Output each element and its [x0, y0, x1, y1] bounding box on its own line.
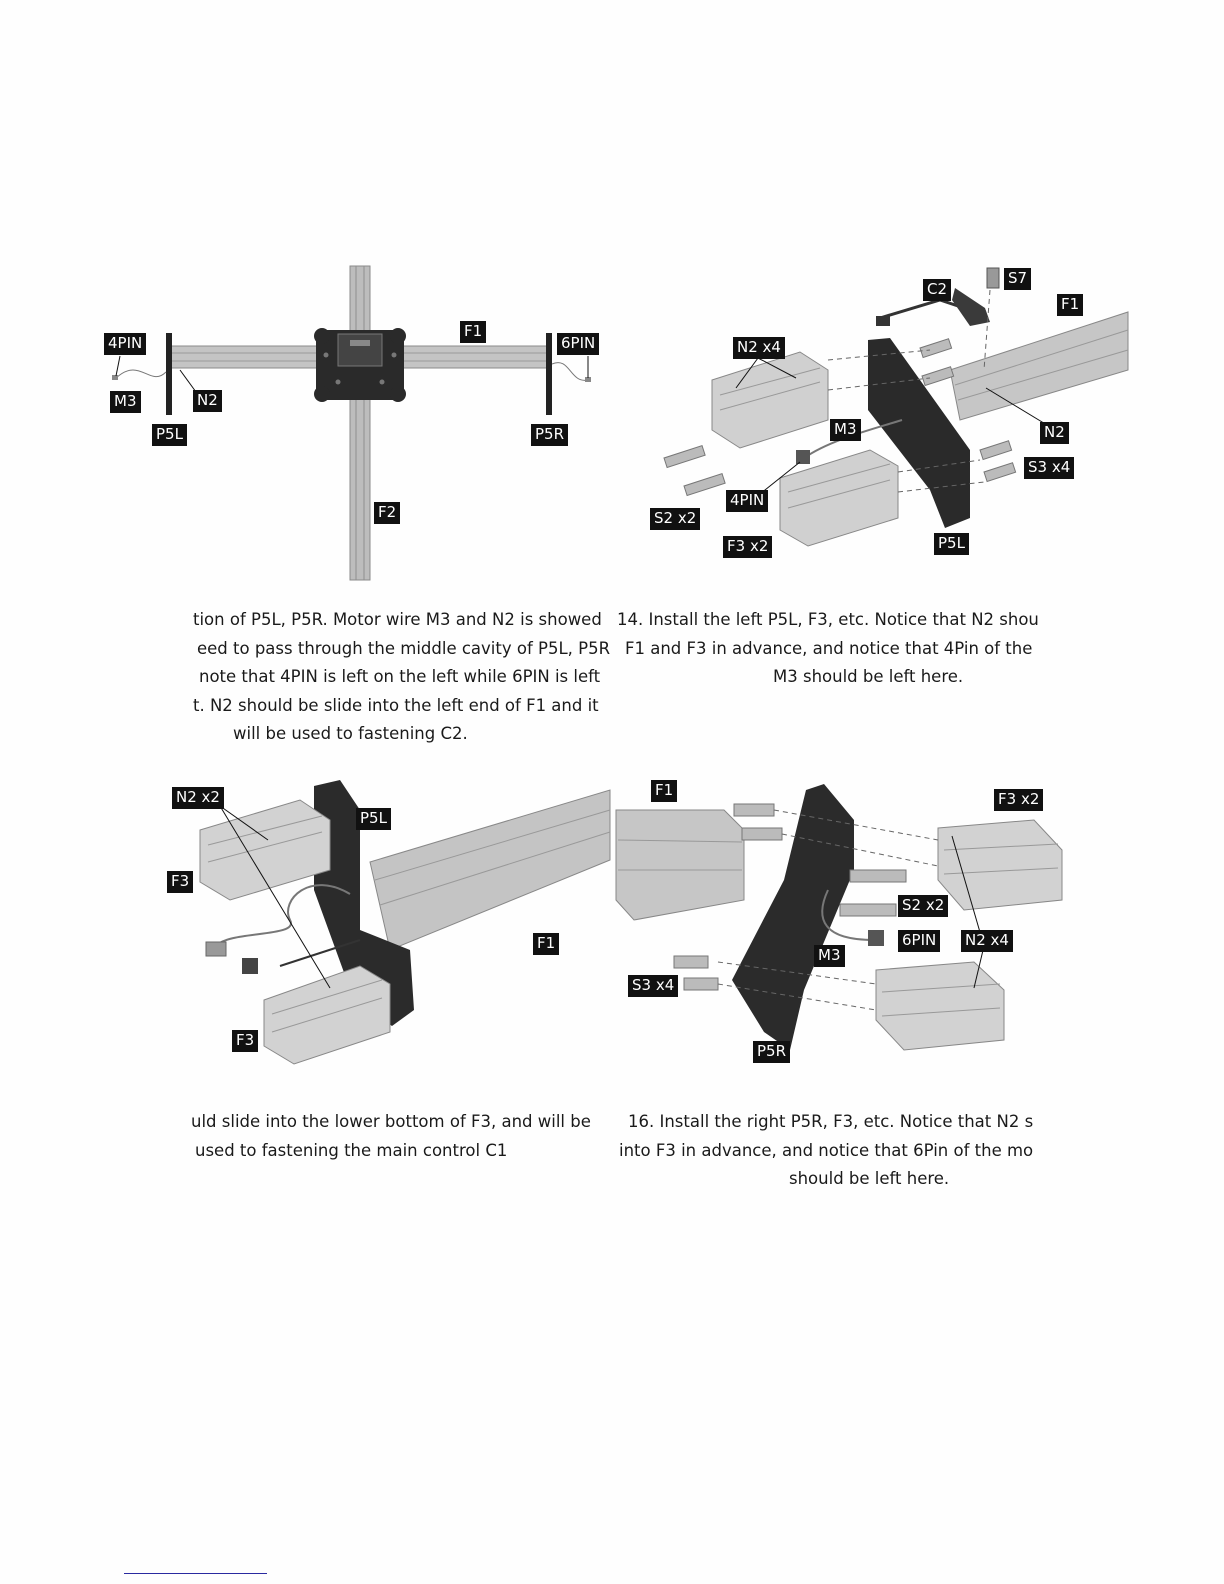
- label-f1: F1: [460, 321, 486, 343]
- block-f3-lower: [876, 962, 1004, 1050]
- label-s2x2: S2 x2: [650, 508, 700, 530]
- caption-line: uld slide into the lower bottom of F3, and will be: [191, 1112, 591, 1131]
- label-4pin: 4PIN: [726, 490, 768, 512]
- label-m3: M3: [814, 945, 845, 967]
- rail-f2: [350, 266, 370, 580]
- label-f3x2: F3 x2: [994, 789, 1043, 811]
- label-6pin: 6PIN: [898, 930, 940, 952]
- label-f1: F1: [1057, 294, 1083, 316]
- label-f1: F1: [533, 933, 559, 955]
- caption-line: M3 should be left here.: [773, 667, 964, 686]
- label-m3: M3: [830, 419, 861, 441]
- label-f1: F1: [651, 780, 677, 802]
- label-p5r: P5R: [753, 1041, 790, 1063]
- figure-16: [614, 770, 1084, 1100]
- caption-line: tion of P5L, P5R. Motor wire M3 and N2 is showed: [193, 610, 602, 629]
- block-f3-upper: [712, 352, 828, 448]
- rail-f1: [616, 810, 744, 920]
- caption-line: should be left here.: [789, 1169, 950, 1188]
- caption-line: 16. Install the right P5R, F3, etc. Notice that N2 s: [628, 1112, 1034, 1131]
- label-m3: M3: [110, 391, 141, 413]
- caption-line: 14. Install the left P5L, F3, etc. Notice that N2 shou: [617, 610, 1039, 629]
- carriage-plate: [314, 328, 406, 402]
- label-n2: N2: [193, 390, 222, 412]
- figure-15: [160, 770, 612, 1100]
- connector-4pin: [796, 450, 810, 464]
- label-s2x2: S2 x2: [898, 895, 948, 917]
- label-s3x4: S3 x4: [1024, 457, 1074, 479]
- label-n2x4: N2 x4: [733, 337, 785, 359]
- connector-6pin: [868, 930, 884, 946]
- plate-p5r: [732, 784, 854, 1050]
- label-p5l: P5L: [356, 808, 391, 830]
- block-f3-lower: [264, 966, 390, 1064]
- block-f3-upper: [938, 820, 1062, 910]
- caption-step-14: [617, 606, 1039, 692]
- label-p5l: P5L: [934, 533, 969, 555]
- caption-step-16: [619, 1108, 1033, 1194]
- label-n2x2: N2 x2: [172, 787, 224, 809]
- rail-f1: [950, 312, 1128, 420]
- caption-line: note that 4PIN is left on the left while 6PIN is left: [199, 667, 601, 686]
- figure-16-drawing: [614, 770, 1084, 1100]
- label-s7: S7: [1004, 268, 1031, 290]
- plate-p5r: [546, 333, 552, 415]
- footnote-rule: [124, 1573, 267, 1574]
- label-f3-upper: F3: [167, 871, 193, 893]
- block-f3-upper: [200, 800, 330, 900]
- label-c2: C2: [923, 279, 951, 301]
- figure-14: [640, 260, 1130, 590]
- label-n2: N2: [1040, 422, 1069, 444]
- caption-line: t. N2 should be slide into the left end of F1 and it: [193, 695, 599, 715]
- wire-6pin: [552, 363, 588, 381]
- caption-line: used to fastening the main control C1: [195, 1140, 508, 1160]
- label-n2x4: N2 x4: [961, 930, 1013, 952]
- label-s3x4: S3 x4: [628, 975, 678, 997]
- label-4pin: 4PIN: [104, 333, 146, 355]
- caption-line: into F3 in advance, and notice that 6Pin of the mo: [619, 1140, 1034, 1160]
- label-p5l: P5L: [152, 424, 187, 446]
- screw-s7: [987, 268, 999, 288]
- caption-line: will be used to fastening C2.: [233, 724, 468, 743]
- caption-step-13: [193, 606, 610, 749]
- label-f3x2: F3 x2: [723, 536, 772, 558]
- figure-13: [100, 260, 612, 590]
- label-6pin: 6PIN: [557, 333, 599, 355]
- label-p5r: P5R: [531, 424, 568, 446]
- label-f3-lower: F3: [232, 1030, 258, 1052]
- label-f2: F2: [374, 502, 400, 524]
- plate-p5l: [166, 333, 172, 415]
- wire-4pin: [116, 370, 166, 378]
- caption-step-15: [191, 1108, 591, 1165]
- caption-line: F1 and F3 in advance, and notice that 4Pin of the: [625, 638, 1033, 658]
- caption-line: eed to pass through the middle cavity of P5L, P5R: [197, 638, 611, 658]
